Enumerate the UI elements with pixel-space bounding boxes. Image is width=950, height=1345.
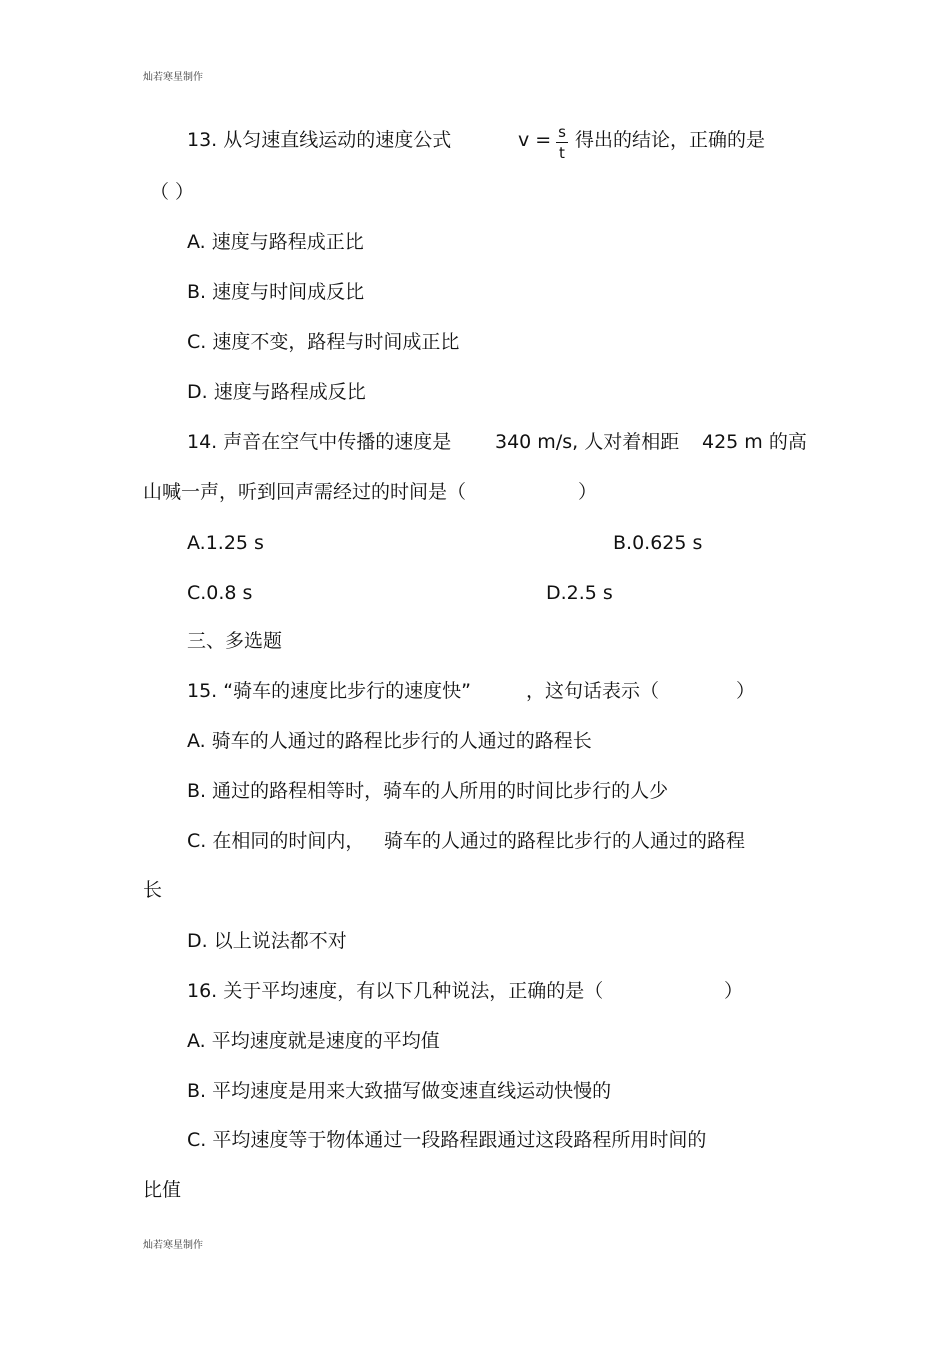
q16-stem: 16. 关于平均速度，有以下几种说法，正确的是（ (187, 980, 604, 1002)
q14-stem-b: 340 m/s, 人对着相距 (495, 431, 680, 453)
q16-paren-close: ） (724, 980, 744, 1002)
q14-paren-close: ） (578, 481, 598, 503)
q14-option-c: C.0.8 s (187, 582, 253, 604)
q15-option-c-tail: 骑车的人通过的路程比步行的人通过的路程 (384, 830, 746, 852)
q15-option-c: C. 在相同的时间内， (187, 830, 365, 852)
q14-stem-c: 425 m 的高 (702, 431, 807, 453)
q15-option-a: A. 骑车的人通过的路程比步行的人通过的路程长 (187, 730, 592, 752)
q13-stem-tail: 得出的结论，正确的是 (575, 129, 766, 151)
q16-option-b: B. 平均速度是用来大致描写做变速直线运动快慢的 (187, 1080, 612, 1102)
q14-option-a: A.1.25 s (187, 532, 264, 554)
q15-option-c-wrap: 长 (143, 879, 163, 901)
q13-stem: 13. 从匀速直线运动的速度公式 (187, 129, 452, 151)
q13-formula-denominator: t (559, 144, 565, 162)
q13-option-c: C. 速度不变，路程与时间成正比 (187, 331, 460, 353)
q14-option-b: B.0.625 s (613, 532, 703, 554)
q14-option-d: D.2.5 s (546, 582, 613, 604)
q14-stem-line2: 山喊一声，听到回声需经过的时间是（ (143, 481, 467, 503)
q15-option-d: D. 以上说法都不对 (187, 930, 347, 952)
q15-paren-close: ） (736, 680, 756, 702)
q13-formula-fraction-bar (556, 142, 568, 143)
q13-option-d: D. 速度与路程成反比 (187, 381, 366, 403)
page-header: 灿若寒星制作 (143, 72, 203, 83)
q15-stem-tail: ，这句话表示（ (526, 680, 660, 702)
q15-option-b: B. 通过的路程相等时，骑车的人所用的时间比步行的人少 (187, 780, 669, 802)
q13-option-a: A. 速度与路程成正比 (187, 231, 364, 253)
q16-option-c: C. 平均速度等于物体通过一段路程跟通过这段路程所用时间的 (187, 1129, 707, 1151)
q13-answer-paren: （ ） (150, 181, 195, 203)
section-heading-multiple-choice: 三、多选题 (187, 630, 283, 652)
page-footer: 灿若寒星制作 (143, 1240, 203, 1251)
q16-option-a: A. 平均速度就是速度的平均值 (187, 1030, 440, 1052)
q13-option-b: B. 速度与时间成反比 (187, 281, 365, 303)
q16-option-c-wrap: 比值 (143, 1179, 182, 1201)
q15-stem: 15. “骑车的速度比步行的速度快” (187, 680, 471, 702)
q13-formula-numerator: s (558, 123, 566, 141)
q13-formula-lhs: v = (518, 129, 552, 151)
q14-stem-a: 14. 声音在空气中传播的速度是 (187, 431, 452, 453)
